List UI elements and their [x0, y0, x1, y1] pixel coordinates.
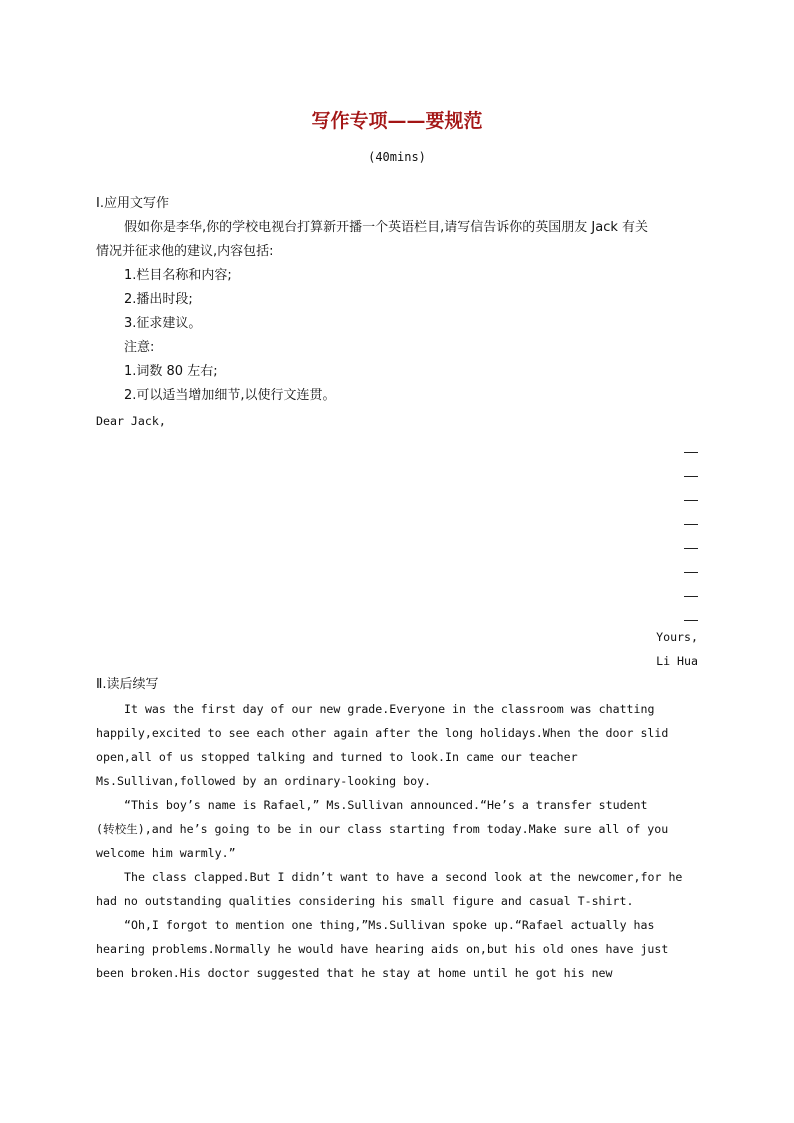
- closing: Yours,: [656, 630, 698, 644]
- story-line: been broken.His doctor suggested that he stay at home until he got his new: [96, 966, 613, 980]
- answer-line: [684, 476, 698, 477]
- answer-line: [684, 500, 698, 501]
- section1-heading: Ⅰ.应用文写作: [96, 196, 169, 211]
- story-line: open,all of us stopped talking and turned to look.In came our teacher: [96, 750, 578, 764]
- answer-line: [684, 524, 698, 525]
- prompt-line-1: 假如你是李华,你的学校电视台打算新开播一个英语栏目,请写信告诉你的英国朋友 Jack 有关: [124, 220, 649, 235]
- page-title: 写作专项——要规范: [311, 110, 483, 132]
- story-line: hearing problems.Normally he would have hearing aids on,but his old ones have just: [96, 942, 669, 956]
- section2-heading: Ⅱ.读后续写: [96, 677, 159, 692]
- note-2: 2.可以适当增加细节,以使行文连贯。: [124, 388, 336, 403]
- time-limit: (40mins): [368, 150, 426, 164]
- story-line: happily,excited to see each other again after the long holidays.When the door slid: [96, 726, 669, 740]
- prompt-line-2: 情况并征求他的建议,内容包括:: [96, 244, 274, 259]
- story-line: “This boy’s name is Rafael,” Ms.Sullivan announced.“He’s a transfer student: [124, 798, 648, 812]
- answer-line: [684, 572, 698, 573]
- signature: Li Hua: [656, 654, 698, 668]
- salutation: Dear Jack,: [96, 414, 166, 428]
- content-point-2: 2.播出时段;: [124, 292, 193, 307]
- note-1: 1.词数 80 左右;: [124, 364, 218, 379]
- content-point-3: 3.征求建议。: [124, 316, 202, 331]
- answer-line: [684, 596, 698, 597]
- story-line: welcome him warmly.”: [96, 846, 236, 860]
- note-label: 注意:: [124, 340, 155, 355]
- story-line: (转校生),and he’s going to be in our class starting from today.Make sure all of you: [96, 822, 669, 836]
- story-line: “Oh,I forgot to mention one thing,”Ms.Sullivan spoke up.“Rafael actually has: [124, 918, 655, 932]
- story-line: The class clapped.But I didn’t want to have a second look at the newcomer,for he: [124, 870, 683, 884]
- answer-line: [684, 620, 698, 621]
- story-line: It was the first day of our new grade.Everyone in the classroom was chatting: [124, 702, 655, 716]
- story-line: had no outstanding qualities considering his small figure and casual T-shirt.: [96, 894, 634, 908]
- answer-line: [684, 452, 698, 453]
- story-line: Ms.Sullivan,followed by an ordinary-looking boy.: [96, 774, 432, 788]
- content-point-1: 1.栏目名称和内容;: [124, 268, 232, 283]
- answer-line: [684, 548, 698, 549]
